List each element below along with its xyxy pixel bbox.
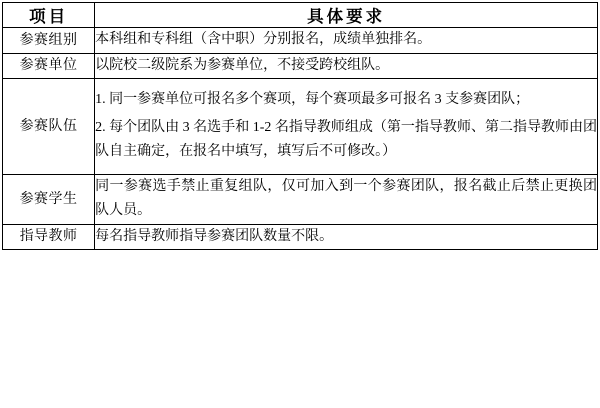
row-label-unit: 参赛单位	[3, 53, 95, 79]
row-label-teacher: 指导教师	[3, 224, 95, 250]
requirements-table	[2, 2, 598, 250]
row-label-team: 参赛队伍	[3, 79, 95, 175]
content-paragraph: 1. 同一参赛单位可报名多个赛项，每个赛项最多可报名 3 支参赛团队；	[95, 92, 530, 107]
table-row	[3, 224, 598, 250]
content-paragraph: 每名指导教师指导参赛团队数量不限。	[95, 228, 334, 244]
row-label-student: 参赛学生	[3, 174, 95, 224]
document-page	[0, 2, 600, 408]
content-paragraph: 以院校二级院系为参赛单位，不接受跨校组队。	[95, 57, 390, 73]
row-content-teacher	[95, 224, 598, 250]
content-paragraph: 本科组和专科组（含中职）分别报名，成绩单独排名。	[95, 32, 432, 47]
column-header-item: 项目	[3, 3, 95, 28]
table-row	[3, 53, 598, 79]
row-content-team	[95, 79, 598, 175]
table-row	[3, 174, 598, 224]
column-header-requirements: 具体要求	[95, 3, 598, 28]
content-paragraph: 2. 每个团队由 3 名选手和 1-2 名指导教师组成（第一指导教师、第二指导教师由团队自主确定，在报名中填写，填写后不可修改。）	[95, 119, 597, 159]
row-content-student	[95, 174, 598, 224]
row-content-group	[95, 28, 598, 54]
table-row	[3, 28, 598, 54]
content-paragraph: 同一参赛选手禁止重复组队，仅可加入到一个参赛团队，报名截止后禁止更换团队人员。	[95, 178, 597, 218]
table-row	[3, 79, 598, 175]
row-content-unit	[95, 53, 598, 79]
row-label-group: 参赛组别	[3, 28, 95, 54]
table-header-row	[3, 3, 598, 28]
